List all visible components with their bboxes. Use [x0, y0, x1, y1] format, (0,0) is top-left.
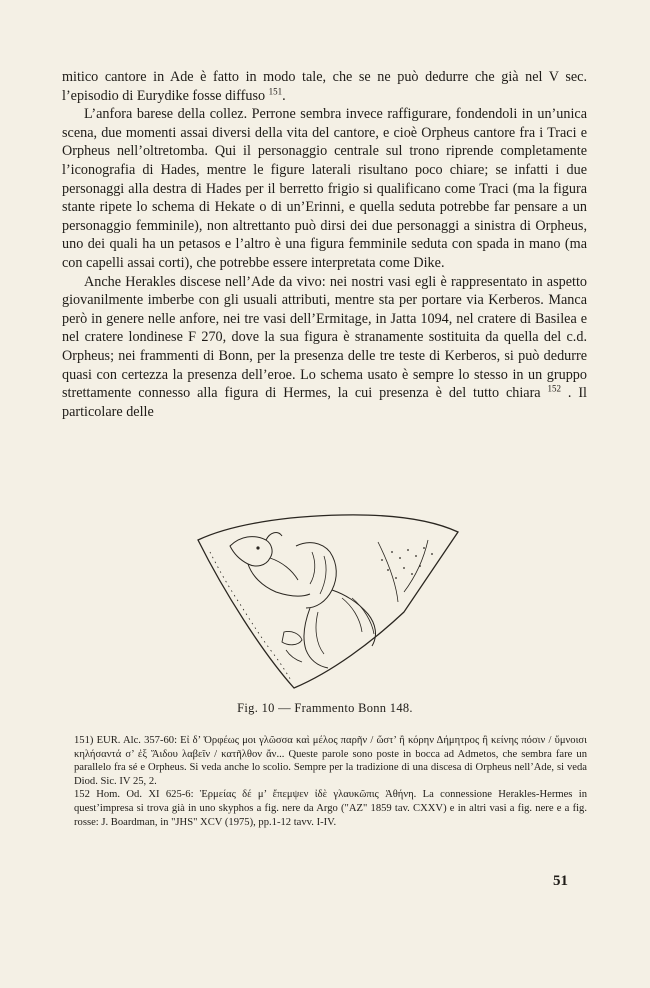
footnote-152: 152 Hom. Od. XI 625-6: Ἑρμείας δέ μ’ ἔπεμψεν ἰδὲ γλαυκῶπις Ἀθήνη. La connessione Herakles-Hermes in quest’impresa si trova già in uno skyphos a fig. nere da Argo ("AZ" 1859 tav. CXXV) e in altri vasi a fig. nere e a fig. rosse: J. Boardman, in "JHS" XCV (1975), pp.1-12 tavv. I-IV. — [74, 789, 587, 828]
page-number: 51 — [553, 873, 568, 889]
figure-caption: Fig. 10 — Frammento Bonn 148. — [237, 701, 413, 715]
paragraph-1 — [62, 68, 587, 105]
main-text — [62, 68, 587, 421]
paragraph-3 — [62, 273, 587, 422]
paragraph-1-end: . — [282, 87, 286, 104]
paragraph-2: L’anfora barese della collez. Perrone sembra invece raffigurare, fondendoli in un’unica scena, due momenti assai diversi della vita del cantore, e cioè Orpheus cantore fra i Traci e Orpheus nell’oltretomba. Qui il personaggio centrale sul trono riprende completamente l’iconografia di Hades, mentre le figure laterali risultano poco chiare; se infatti i due personaggi alla destra di Hades per il berretto frigio si qualificano come Traci (ma la figura stante ripete lo schema di Hekate o di un’Erinni, e quella seduta potrebbe far pensare a un personaggio femminile), non altrettanto può dirsi dei due personaggi a sinistra di Orpheus, uno dei quali ha un petasos e l’altro è una figura femminile seduta con spada in mano (ma con capelli assai corti), che potrebbe essere interpretata come Dike. — [62, 106, 587, 271]
paragraph-3-text: Anche Herakles discese nell’Ade da vivo: nei nostri vasi egli è rappresentato in aspetto giovanilmente imberbe con gli usuali attributi, mentre sta per portare via Kerberos. Manca però in genere nelle anfore, nei tre vasi dell’Ermitage, in Jatta 1094, nel cratere di Basilea e nel cratere londinese F 270, dove la sua figura è stranamente sostituita da quella del c.d. Orpheus; nei frammenti di Bonn, per la presenza delle tre teste di Kerberos, si può dedurre quasi con certezza la presenza dell’eroe. Lo schema usato è sempre lo stesso in un gruppo strettamente connesso alla figura di Hermes, la cui presenza è del tutto chiara — [62, 273, 587, 402]
footnote-151: 151) EUR. Alc. 357-60: Εἰ δ’ Ὀρφέως μοι γλῶσσα καὶ μέλος παρῆν / ὥστ’ ἢ κόρην Δήμητρος ἢ κείνης πόσιν / ὕμνοισι κηλήσαντά σ’ ἐξ Ἅιδου λαβεῖν / κατῆλθον ἄν... Queste parole sono poste in bocca ad Admetos, che sembra fare un parallelo fra sé e Orpheus. Si veda anche lo scolio. Sempre per la tradizione di una discesa di Orpheus nell’Ade, si veda Diod. Sic. IV 25, 2. — [74, 735, 587, 787]
footnote-ref-152: 152 — [547, 383, 561, 394]
fragment-drawing — [192, 512, 462, 692]
paragraph-3-end: . Il particolare delle — [62, 385, 587, 420]
paragraph-1-text: mitico cantore in Ade è fatto in modo tale, che se ne può dedurre che già nel V sec. l’episodio di Eurydike fosse diffuso — [62, 69, 587, 104]
footnote-ref-151: 151 — [268, 85, 283, 96]
footnotes — [62, 734, 587, 829]
